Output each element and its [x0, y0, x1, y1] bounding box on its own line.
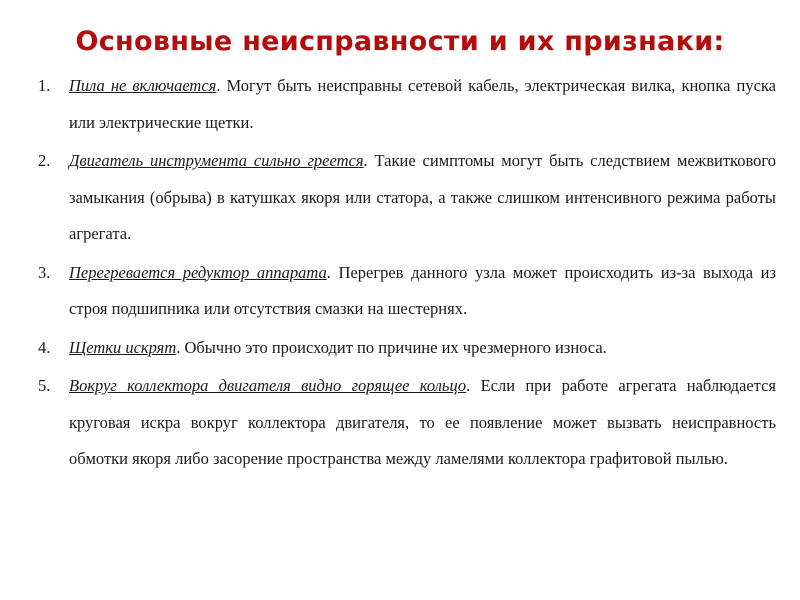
item-text: . Обычно это происходит по причине их чрезмерного износа.: [176, 337, 607, 357]
faults-list: [38, 68, 776, 480]
item-text: . Могут быть неисправны сетевой кабель, электрическая вилка, кнопка пуска или электрические щетки.: [69, 76, 776, 132]
item-heading: Двигатель инструмента сильно греется: [69, 151, 364, 170]
item-number: 5.: [38, 376, 51, 395]
item-text: . Если при работе агрегата наблюдается круговая искра вокруг коллектора двигателя, то ее появление может вызвать неисправность обмотки якоря либо засорение пространства между ламелями коллектора графитовой пылью.: [69, 376, 777, 468]
list-item: [38, 68, 776, 141]
item-number: 4.: [38, 337, 51, 357]
list-item: [38, 330, 776, 367]
item-number: 1.: [38, 76, 51, 95]
item-number: 2.: [38, 151, 51, 170]
item-text: . Такие симптомы могут быть следствием межвиткового замыкания (обрыва) в катушках якоря или статора, а также слишком интенсивного режима работы агрегата.: [69, 151, 776, 243]
item-heading: Пила не включается: [69, 76, 217, 95]
item-number: 3.: [38, 262, 51, 282]
item-text: . Перегрев данного узла может происходить из-за выхода из строя подшипника или отсутствия смазки на шестернях.: [69, 262, 776, 318]
slide-title: Основные неисправности и их признаки:: [75, 26, 725, 57]
list-item: [38, 255, 776, 328]
list-item: [38, 368, 776, 478]
item-heading: Перегревается редуктор аппарата: [69, 262, 327, 282]
item-heading: Щетки искрят: [69, 337, 177, 357]
item-heading: Вокруг коллектора двигателя видно горящее кольцо: [69, 376, 467, 395]
list-item: [38, 143, 776, 253]
